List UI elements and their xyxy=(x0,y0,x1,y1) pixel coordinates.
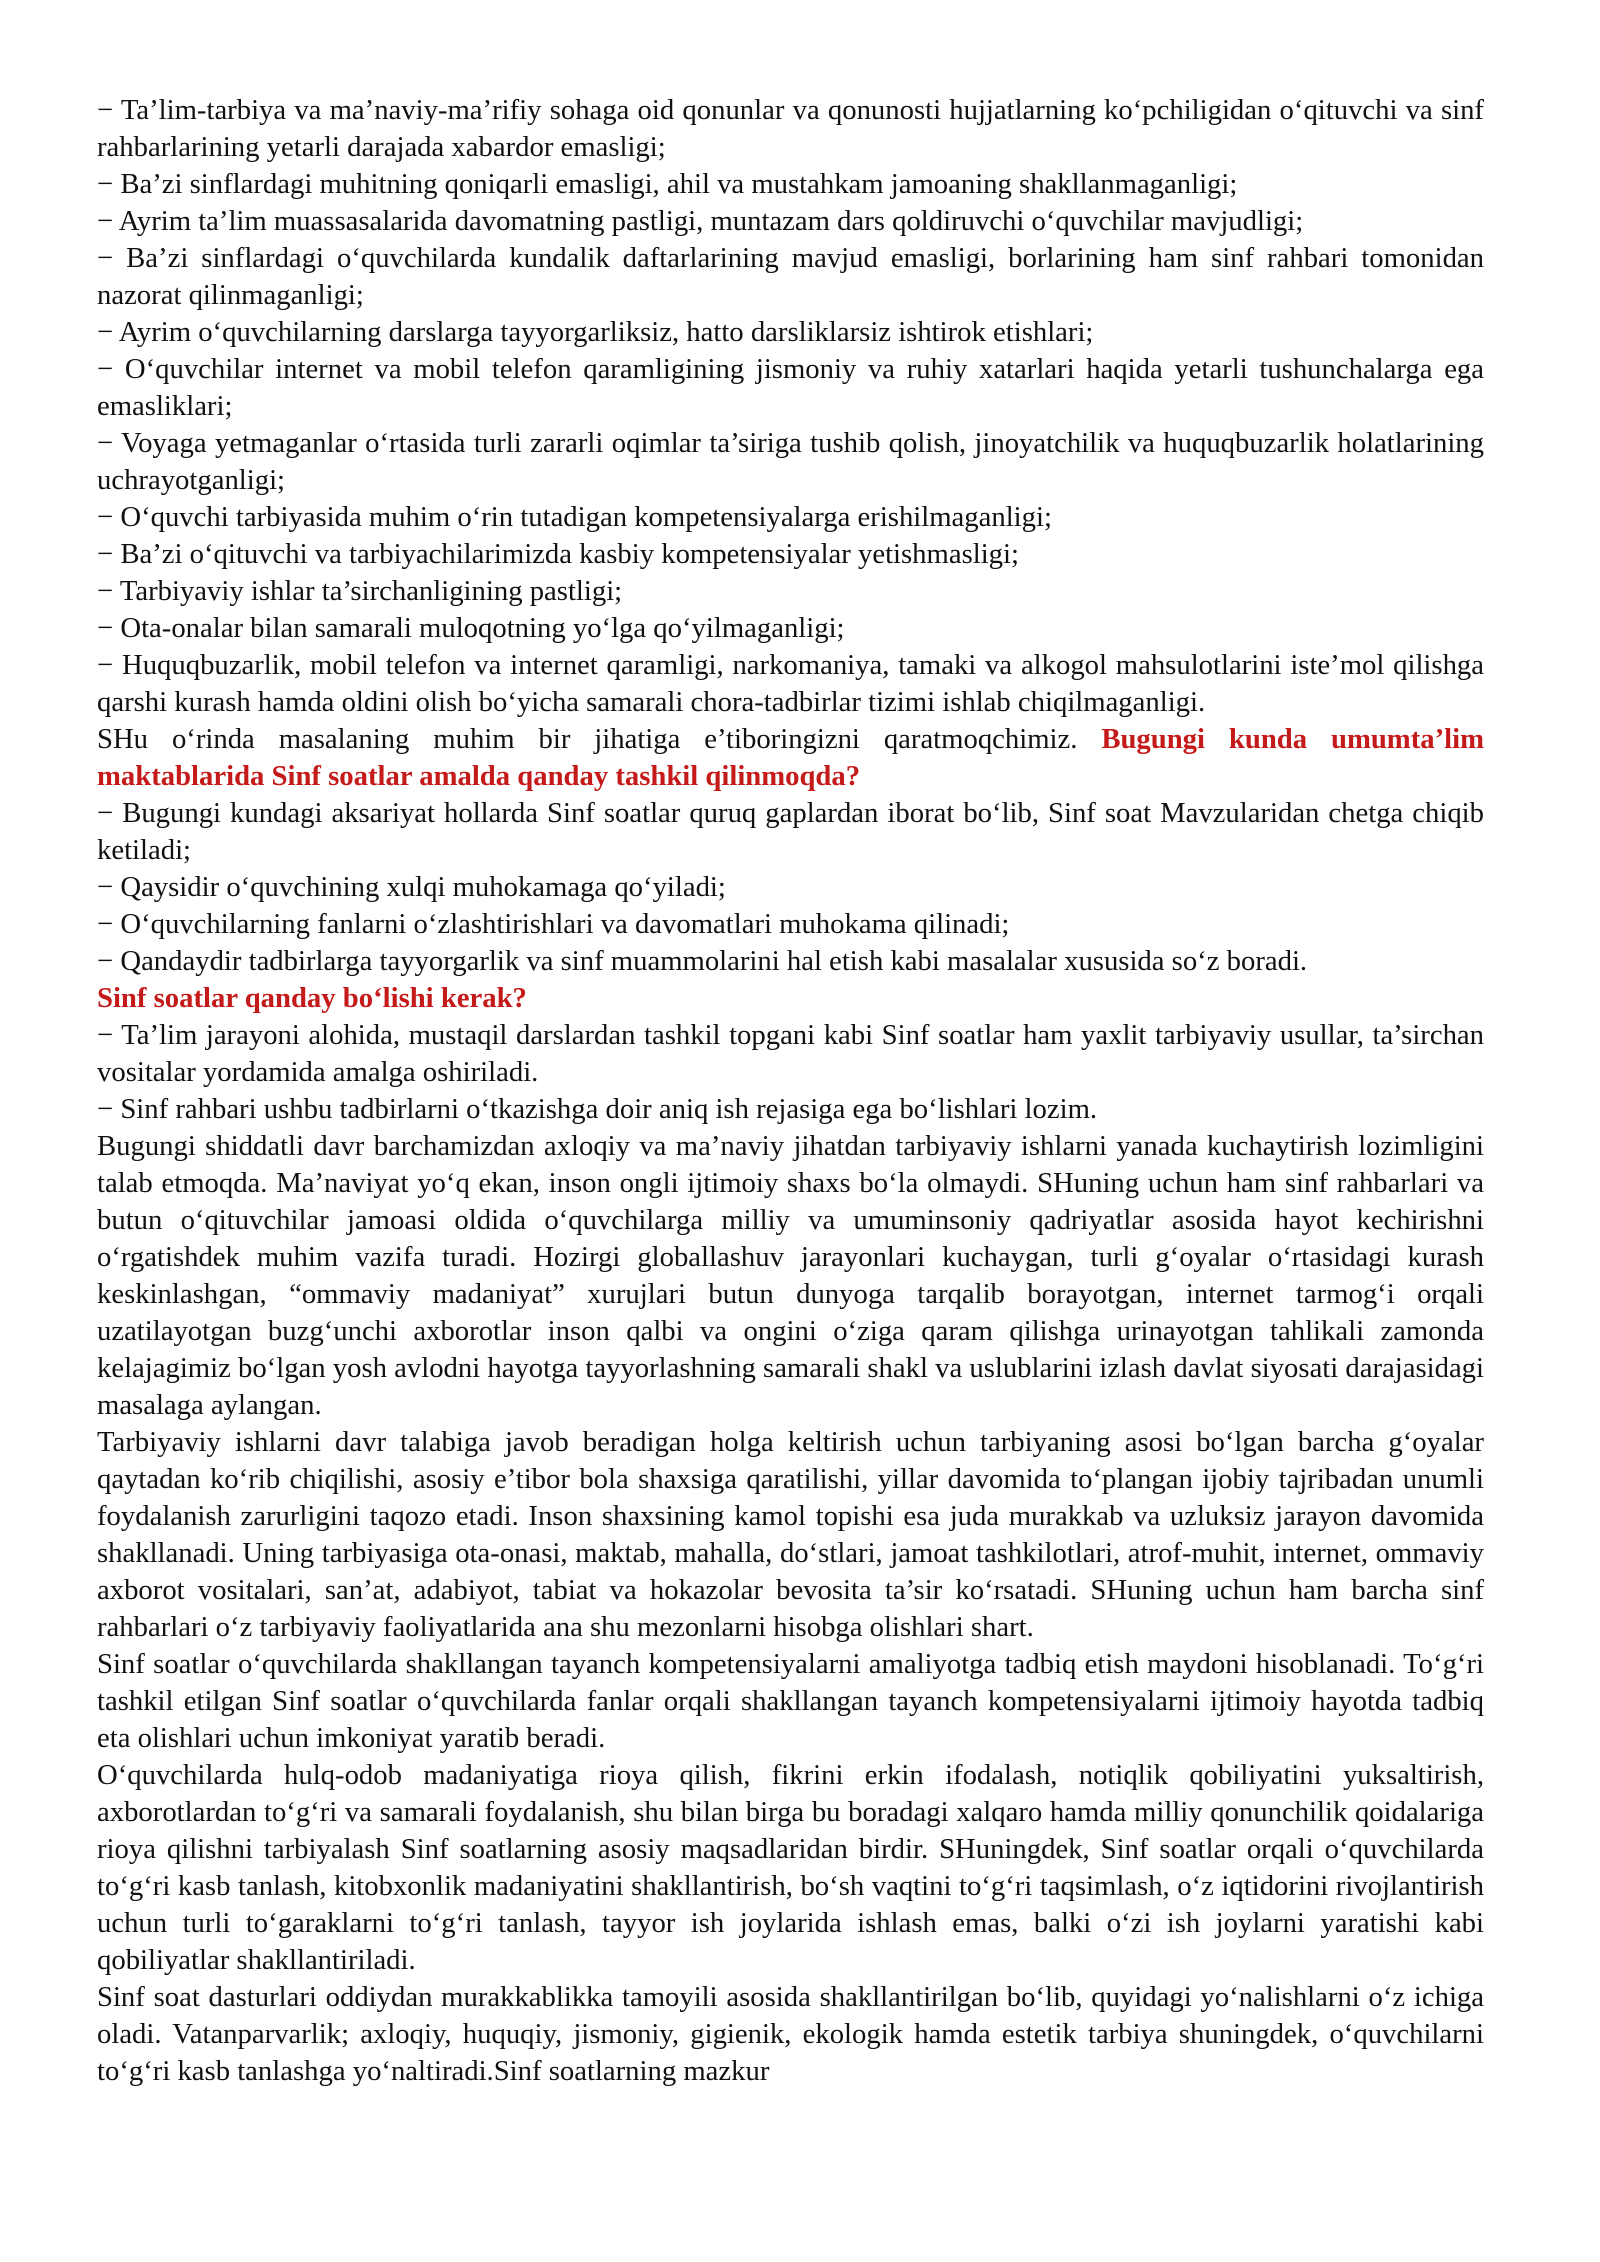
paragraph-text: − Ota-onalar bilan samarali muloqotning yo‘lga qo‘yilmaganligi; xyxy=(97,612,845,644)
paragraph-text: − O‘quvchi tarbiyasida muhim o‘rin tutadigan kompetensiyalarga erishilmaganligi; xyxy=(97,501,1052,533)
document-body xyxy=(97,92,1484,2090)
paragraph-text: Sinf soatlar o‘quvchilarda shakllangan tayanch kompetensiyalarni amaliyotga tadbiq etish maydoni hisoblanadi. To‘g‘ri tashkil etilgan Sinf soatlar o‘quvchilarda fanlar orqali shakllangan tayanch kompetensiyalarni ijtimoiy hayotda tadbiq eta olishlari uchun imkoniyat yaratib beradi. xyxy=(97,1648,1484,1754)
paragraph xyxy=(97,1757,1484,1979)
paragraph-text: − Qaysidir o‘quvchining xulqi muhokamaga qo‘yiladi; xyxy=(97,871,726,903)
paragraph xyxy=(97,536,1484,573)
paragraph xyxy=(97,647,1484,721)
paragraph xyxy=(97,499,1484,536)
paragraph xyxy=(97,92,1484,166)
paragraph xyxy=(97,203,1484,240)
paragraph-text: − Ta’lim jarayoni alohida, mustaqil darslardan tashkil topgani kabi Sinf soatlar ham yaxlit tarbiyaviy usullar, ta’sirchan vositalar yordamida amalga oshiriladi. xyxy=(97,1019,1484,1088)
paragraph-text: Bugungi shiddatli davr barchamizdan axloqiy va ma’naviy jihatdan tarbiyaviy ishlarni yanada kuchaytirish lozimligini talab etmoqda. Ma’naviyat yo‘q ekan, inson ongli ijtimoiy shaxs bo‘la olmaydi. SHuning uchun ham sinf rahbarlari va butun o‘qituvchilar jamoasi oldida o‘quvchilarga milliy va umuminsoniy qadriyatlar asosida hayot kechirishni o‘rgatishdek muhim vazifa turadi. Hozirgi globallashuv jarayonlari kuchaygan, turli g‘oyalar o‘rtasidagi kurash keskinlashgan, “ommaviy madaniyat” xurujlari butun dunyoga tarqalib borayotgan, internet tarmog‘i orqali uzatilayotgan buzg‘unchi axborotlar inson qalbi va ongini o‘ziga qaram qilishga urinayotgan tahlikali zamonda kelajagimiz bo‘lgan yosh avlodni hayotga tayyorlashning samarali shakl va uslublarini izlash davlat siyosati darajasidagi masalaga aylangan. xyxy=(97,1130,1485,1421)
paragraph xyxy=(97,795,1484,869)
paragraph-text: − Ba’zi o‘qituvchi va tarbiyachilarimizda kasbiy kompetensiyalar yetishmasligi; xyxy=(97,538,1019,570)
document-page xyxy=(97,92,1484,2090)
paragraph-text: − Ayrim ta’lim muassasalarida davomatning pastligi, muntazam dars qoldiruvchi o‘quvchilar mavjudligi; xyxy=(97,205,1304,237)
paragraph xyxy=(97,573,1484,610)
paragraph xyxy=(97,166,1484,203)
paragraph-text: − Huquqbuzarlik, mobil telefon va internet qaramligi, narkomaniya, tamaki va alkogol mahsulotlarini iste’mol qilishga qarshi kurash hamda oldini olish bo‘yicha samarali chora-tadbirlar tizimi ishlab chiqilmaganligi. xyxy=(97,649,1484,718)
paragraph xyxy=(97,1424,1484,1646)
paragraph-text: − Qandaydir tadbirlarga tayyorgarlik va sinf muammolarini hal etish kabi masalalar xususida so‘z boradi. xyxy=(97,945,1308,977)
paragraph-text: Tarbiyaviy ishlarni davr talabiga javob beradigan holga keltirish uchun tarbiyaning asosi bo‘lgan barcha g‘oyalar qaytadan ko‘rib chiqilishi, asosiy e’tibor bola shaxsiga qaratilishi, yillar davomida to‘plangan ijobiy tajribadan unumli foydalanish zarurligini taqozo etadi. Inson shaxsining kamol topishi esa juda murakkab va uzluksiz jarayon davomida shakllanadi. Uning tarbiyasiga ota-onasi, maktab, mahalla, do‘stlari, jamoat tashkilotlari, atrof-muhit, internet, ommaviy axborot vositalari, san’at, adabiyot, tabiat va hokazolar bevosita ta’sir ko‘rsatadi. SHuning uchun ham barcha sinf rahbarlari o‘z tarbiyaviy faoliyatlarida ana shu mezonlarni hisobga olishlari shart. xyxy=(97,1426,1484,1643)
paragraph xyxy=(97,906,1484,943)
paragraph xyxy=(97,1091,1484,1128)
emphasized-text: Bugungi kunda umumta’lim maktablarida Sinf soatlar amalda qanday tashkil qilinmoqda? xyxy=(97,723,1484,792)
paragraph-text: − Bugungi kundagi aksariyat hollarda Sinf soatlar quruq gaplardan iborat bo‘lib, Sinf soat Mavzularidan chetga chiqib ketiladi; xyxy=(97,797,1484,866)
paragraph xyxy=(97,610,1484,647)
paragraph xyxy=(97,721,1484,795)
paragraph-text: SHu o‘rinda masalaning muhim bir jihatiga e’tiboringizni qaratmoqchimiz. xyxy=(97,723,1102,755)
paragraph xyxy=(97,1979,1484,2090)
paragraph xyxy=(97,425,1484,499)
paragraph-text: − Ayrim o‘quvchilarning darslarga tayyorgarliksiz, hatto darsliklarsiz ishtirok etishlari; xyxy=(97,316,1094,348)
paragraph xyxy=(97,240,1484,314)
paragraph xyxy=(97,869,1484,906)
section-heading xyxy=(97,980,1484,1017)
paragraph-text: − Sinf rahbari ushbu tadbirlarni o‘tkazishga doir aniq ish rejasiga ega bo‘lishlari lozim. xyxy=(97,1093,1098,1125)
paragraph-text: Sinf soat dasturlari oddiydan murakkablikka tamoyili asosida shakllantirilgan bo‘lib, quyidagi yo‘nalishlarni o‘z ichiga oladi. Vatanparvarlik; axloqiy, huquqiy, jismoniy, gigienik, ekologik hamda estetik tarbiya shuningdek, o‘quvchilarni to‘g‘ri kasb tanlashga yo‘naltiradi.Sinf soatlarning mazkur xyxy=(97,1981,1484,2087)
paragraph xyxy=(97,1646,1484,1757)
paragraph-text: − O‘quvchilar internet va mobil telefon qaramligining jismoniy va ruhiy xatarlari haqida yetarli tushunchalarga ega emasliklari; xyxy=(97,353,1484,422)
paragraph xyxy=(97,1128,1484,1424)
paragraph-text: − Voyaga yetmaganlar o‘rtasida turli zararli oqimlar ta’siriga tushib qolish, jinoyatchilik va huquqbuzarlik holatlarining uchrayotganligi; xyxy=(97,427,1484,496)
paragraph xyxy=(97,314,1484,351)
paragraph-text: − Ba’zi sinflardagi muhitning qoniqarli emasligi, ahil va mustahkam jamoaning shakllanmaganligi; xyxy=(97,168,1238,200)
paragraph-text: O‘quvchilarda hulq-odob madaniyatiga rioya qilish, fikrini erkin ifodalash, notiqlik qobiliyatini yuksaltirish, axborotlardan to‘g‘ri va samarali foydalanish, shu bilan birga bu boradagi xalqaro hamda milliy qonunchilik qoidalariga rioya qilishni tarbiyalash Sinf soatlarning asosiy maqsadlaridan birdir. SHuningdek, Sinf soatlar orqali o‘quvchilarda to‘g‘ri kasb tanlash, kitobxonlik madaniyatini shakllantirish, bo‘sh vaqtini to‘g‘ri taqsimlash, o‘z iqtidorini rivojlantirish uchun turli to‘garaklarni to‘g‘ri tanlash, tayyor ish joylarida ishlash emas, balki o‘zi ish joylarni yaratishi kabi qobiliyatlar shakllantiriladi. xyxy=(97,1759,1484,1976)
emphasized-text: Sinf soatlar qanday bo‘lishi kerak? xyxy=(97,982,527,1014)
paragraph-text: − Ta’lim-tarbiya va ma’naviy-ma’rifiy sohaga oid qonunlar va qonunosti hujjatlarning ko‘pchiligidan o‘qituvchi va sinf rahbarlarining yetarli darajada xabardor emasligi; xyxy=(97,94,1484,163)
paragraph xyxy=(97,943,1484,980)
paragraph xyxy=(97,1017,1484,1091)
paragraph-text: − Ba’zi sinflardagi o‘quvchilarda kundalik daftarlarining mavjud emasligi, borlarining ham sinf rahbari tomonidan nazorat qilinmaganligi; xyxy=(97,242,1484,311)
paragraph-text: − Tarbiyaviy ishlar ta’sirchanligining pastligi; xyxy=(97,575,623,607)
paragraph-text: − O‘quvchilarning fanlarni o‘zlashtirishlari va davomatlari muhokama qilinadi; xyxy=(97,908,1010,940)
paragraph xyxy=(97,351,1484,425)
